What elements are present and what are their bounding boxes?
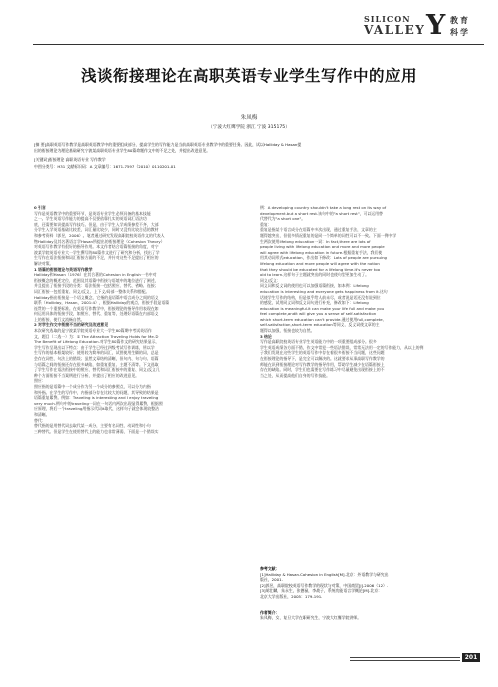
body-text-line: 学生写作呈现出以下特点：由于学生已经过四级考试写作训练，所以学 <box>34 344 155 350</box>
body-text-line: 种个方面衔接不当案例进行分析，并提出了相应的改进意见。 <box>34 372 140 378</box>
body-text-line: 和外指。在学生的写作中，内指部分存在比较大的问题，其导致的结果是 <box>34 389 159 395</box>
body-text-line: 物Halliday及其名著语言学Hasan所提出的衔接理论（Cohesion Theory） <box>34 238 165 244</box>
body-text-line: education is interesting and everyone gets happiness from it.这句 <box>260 288 388 294</box>
body-text-line: 文，题目（二选一）为：① The Attraction Traveling Holds for Me.② <box>34 333 159 339</box>
body-text-line: 替代指的是用替代词去取代某一成分，主要有名词性、动词性和小句 <box>34 423 151 429</box>
journal-section-line2: 科学 <box>450 28 470 37</box>
body-text-line: 之一。学生英语写作能力的提高不仅要依靠扎实的英语词汇语法功 <box>34 216 147 222</box>
page-number: 201 <box>462 653 480 662</box>
body-text-line: Halliday和Hasan（1976）在其合著的Cohesion in English一书中对 <box>34 272 157 278</box>
body-text-line: 并且提出了衔接手段的分类：语法衔接一包括照应、替代、省略、连接； <box>34 283 159 289</box>
reference-item: [2]郭昱，高职院校英语写作教学的现状与对策，中国商贸[J].2006（12）. <box>260 582 389 588</box>
body-text-line: 会存在词性、句法上的错误；虽然文章结构清晰，但句内、句与句、语篇 <box>34 356 159 362</box>
footer-rule <box>350 657 460 658</box>
body-text-line: 连贯的一个重要标准。在英语写作教学中，衔接理论的指导作用表现在如 <box>34 305 159 311</box>
reference-item: [3]胡壮麟，朱永生，张德禄，李战子，系统功能语言学概论[M].北京： <box>260 588 383 594</box>
body-text-line: 词汇衔接一包括重复、同义/反义、上下义/局部一整体关系和搭配。 <box>34 288 150 294</box>
body-text-line: 和参考资料（郭昱，2006）。笔者通过研究发现高职院校英语作文的代表人 <box>34 232 165 238</box>
abstract-line: [摘 要]高职英语写作教学是高职英语教学中的重要组成部分，提高学生的写作能力是当前高职英语专业教学中的重要任务。因此，试以Halliday & Hasan提 <box>34 142 302 147</box>
body-text-line: 与语篇之间的衔接还存在很多缺陷，如重复重复、主题不清等。下文选取 <box>34 361 159 367</box>
body-text-line: 生两次使用lifelong education一词：In fact,there are lots of <box>260 238 371 244</box>
section-heading: 0 引言 <box>34 205 46 210</box>
body-text-line: 生写作在语法衔接和词汇衔接方面的不足，并针对这些不足提出了相应的 <box>34 255 159 261</box>
body-text-line: 话使学生写作的结构，但是似乎给人前未尽，或者说是话还没有说到位 <box>260 294 381 300</box>
body-text-line: 上的衔接，使行文流畅自然。 <box>34 316 85 322</box>
keywords: [关键词]衔接理论 高职英语专业 写作教学 <box>34 157 106 162</box>
body-text-line: 衔接概念的概述定位，范围及其语篇中衔接与语境中的地位进行了阐述， <box>34 277 159 283</box>
classification-numbers: 中图分类号：H31 文献标识码：A 文章编号：1671-7597（2010）0110201-01 <box>34 164 176 169</box>
journal-name-valley: VALLEY <box>364 23 426 37</box>
body-text-line: 存在的缺陷。同时，学生们也需要在写作练习中尽量避免出现衔接上的不 <box>260 367 385 373</box>
body-text-line: 替代： <box>34 417 46 423</box>
body-text-line: 底，还需要知识提高写作技巧。但是，由于学生入学成绩参差不齐，大部 <box>34 221 159 227</box>
journal-section-line1: 教育 <box>450 16 470 25</box>
body-text-line: 师能在识到衔接理论对写作教学的指导作用，帮助学生减少在语篇衔接上 <box>260 361 385 367</box>
body-text-line: 子我们发现在这些学生的英语写作中存在着很多衔接不当问题，这些问题 <box>260 350 385 356</box>
body-text-line: development.but a short rest.该句中的"a short rest"，可以运用替 <box>260 210 383 216</box>
body-text-line: self-satisfaction,short-term education等同义、反义词使文章的主 <box>260 322 380 328</box>
body-text-line: 用其动词形式education，作出如下修改：Lots of people are pursuing <box>260 255 388 261</box>
body-text-line: old to learn.这样句子主题就突出的同时也使句型更加生动了。 <box>260 272 369 278</box>
left-column <box>34 205 250 434</box>
section-heading: 3 结论 <box>260 333 272 339</box>
body-text-line: Halliday指出衔接是一个语义概念，它指的是语篇中语言成分之间的语义 <box>34 294 159 300</box>
abstract <box>34 142 479 154</box>
body-text-line: 写作是英语教学中的重要环节，是英语专业学生必须具备的基本技能 <box>34 210 151 216</box>
reference-item: 北京大学出版社，2005：179-191. <box>260 593 323 599</box>
body-text-line: people living with lifelong education and more and more people <box>260 244 385 250</box>
body-text-line: that they should be educated for a lifelong time.it's never too <box>260 266 381 272</box>
body-text-line: 的感觉，试用同义词和反义词句进行补充，修改如下：Lifelong <box>260 300 369 306</box>
footer-rule-thin <box>350 660 460 661</box>
section-heading: 1 语篇的衔接理论与英语写作教学 <box>34 266 93 272</box>
body-text-line: 三种替代。但是学生在使用替代上的能力也非常薄弱，下面是一个错误实 <box>34 428 159 434</box>
body-text-line: 学生英语成绩各方面不错，作文中常犯一些语法错误，常常无法用一定的写作能力，从以上的例 <box>260 344 424 350</box>
body-text-line: 联系（Holliday，Hasan，2001:4），根据Halliday的观点，衔接手段是语篇 <box>34 300 170 306</box>
body-text-line: 写作是高职院校英语专业学生英语能力中的一项重要组成部分。很多 <box>260 339 377 345</box>
body-text-line: 例：A developing country shouldn't take a long rest on its way of <box>260 205 387 210</box>
right-column <box>260 205 482 378</box>
body-text-line: 本次研究选取的是宁波某学院英语专业大一学生80篇期中考试英语作 <box>34 328 152 334</box>
body-text-line: lifelong education and more people will agree with the notion <box>260 260 380 266</box>
body-text-line: 语篇重复累赘。例如：Traveling is interesting and I enjoy traveling <box>34 395 159 401</box>
references-block <box>260 566 482 621</box>
body-text-line: 同义词和反义词的使用也可以加强语篇衔接，如本例：Lifelong <box>260 283 369 289</box>
body-text-line: 在衔接理论的指导下，是完全可以解决的。这就要求从事高职写作教学的 <box>260 356 385 362</box>
body-text-line: 应原理，将后一个traveling用指示代词it取代，这样句子就会体现较整洁 <box>34 406 159 412</box>
body-text-line: 当之处，从而提高他们自身的写作技能。 <box>260 372 331 378</box>
body-text-line: which short-term education can't provide.通过使用full,complete, <box>260 316 384 322</box>
body-text-line: 重复是指某个语言成分在语篇中多次出现，通过重复手法，文章的主 <box>260 227 377 233</box>
reference-item: 版社，2001. <box>260 577 283 583</box>
journal-logo <box>344 10 486 41</box>
body-text-line: 照应： <box>34 378 46 384</box>
body-text-line: 和清晰。 <box>34 411 50 417</box>
body-text-line: very much.例句中的traveling一词在一句话内两次出现显得累赘，根据照 <box>34 400 163 406</box>
body-text-line: education is meaningful.it can make your life full and make you <box>260 305 385 311</box>
body-text-line: 生写作的基本框架较好；使用较为简单的词汇，试图使用生僻的词，总是 <box>34 350 159 356</box>
body-text-line: 了学生写作在语法衔接中的照应、替代和词汇衔接中的重复、同义/反义几 <box>34 367 160 373</box>
body-text-line: 对英语写作教学有很好的指导作用。本文作者结合语篇衔接的角度，对宁 <box>34 244 159 250</box>
author-affiliation: （宁波大红鹰学院 浙江 宁波 315175） <box>208 125 290 130</box>
body-text-line: 照应指的是语篇中一个成分作为另一个成分的参照点，可以分为内指 <box>34 384 151 389</box>
author-bio: 朱凤梅，女，复旦大学在职研究生，宁波大红鹰学院讲师。 <box>260 615 362 621</box>
reference-item: [1]Halliday & Hasan.Cohesion in English[M].北京：外语教学与研究出 <box>260 571 389 577</box>
body-text-line: 题得越突出，但很多情况重复的是同一个简单的词性可以不一致。下面一例中学 <box>260 232 397 238</box>
header-rule <box>33 44 484 45</box>
section-heading: 2 对学生作文中衔接不当的研究及改进意见 <box>34 322 109 328</box>
author-name: 朱凤梅 <box>240 115 258 121</box>
paper-title: 浅谈衔接理论在高职英语专业学生写作中的应用 <box>80 67 417 85</box>
body-text-line: 波某学院英语专业大一学生撰写的80篇作文进行了研究和分析，找出了学 <box>34 249 160 255</box>
body-text-line: 何运用具体的衔接手段，如照应、替代、重复等，处理好语篇在内部语义 <box>34 311 159 317</box>
body-text-line: 题得以加强，衔接也较为自然。 <box>260 328 315 334</box>
body-text-line: feel complete,andit will give you a sense of self-satisfaction <box>260 311 377 317</box>
body-text-line: 同义/反义： <box>260 277 281 283</box>
author-bio-title: 作者简介： <box>260 609 280 615</box>
body-text-line: 解决对策。 <box>34 260 54 266</box>
body-text-line: 重复： <box>260 221 272 227</box>
journal-name-silicon: SILICON <box>364 14 411 24</box>
journal-logo-letter: Y <box>426 10 446 41</box>
body-text-line: 分学生入学英语基础比较差，词汇量比较少，同时又没有比较合适的教材 <box>34 227 159 233</box>
body-text-line: The Benefit of Lifelong Education.对学生80篇作文的研究结果显示， <box>34 339 160 345</box>
abstract-line: 出的衔接理论为理论基础研究宁波某高职英语专业学生80篇命题作文中的不足之处，并提出改进意见。 <box>34 148 211 154</box>
references-title: 参考文献： <box>260 566 280 571</box>
body-text-line: 代替代为"a short one"。 <box>260 216 306 222</box>
body-text-line: will agree with lifelong education in future.根据重复手法，我们使 <box>260 249 383 255</box>
